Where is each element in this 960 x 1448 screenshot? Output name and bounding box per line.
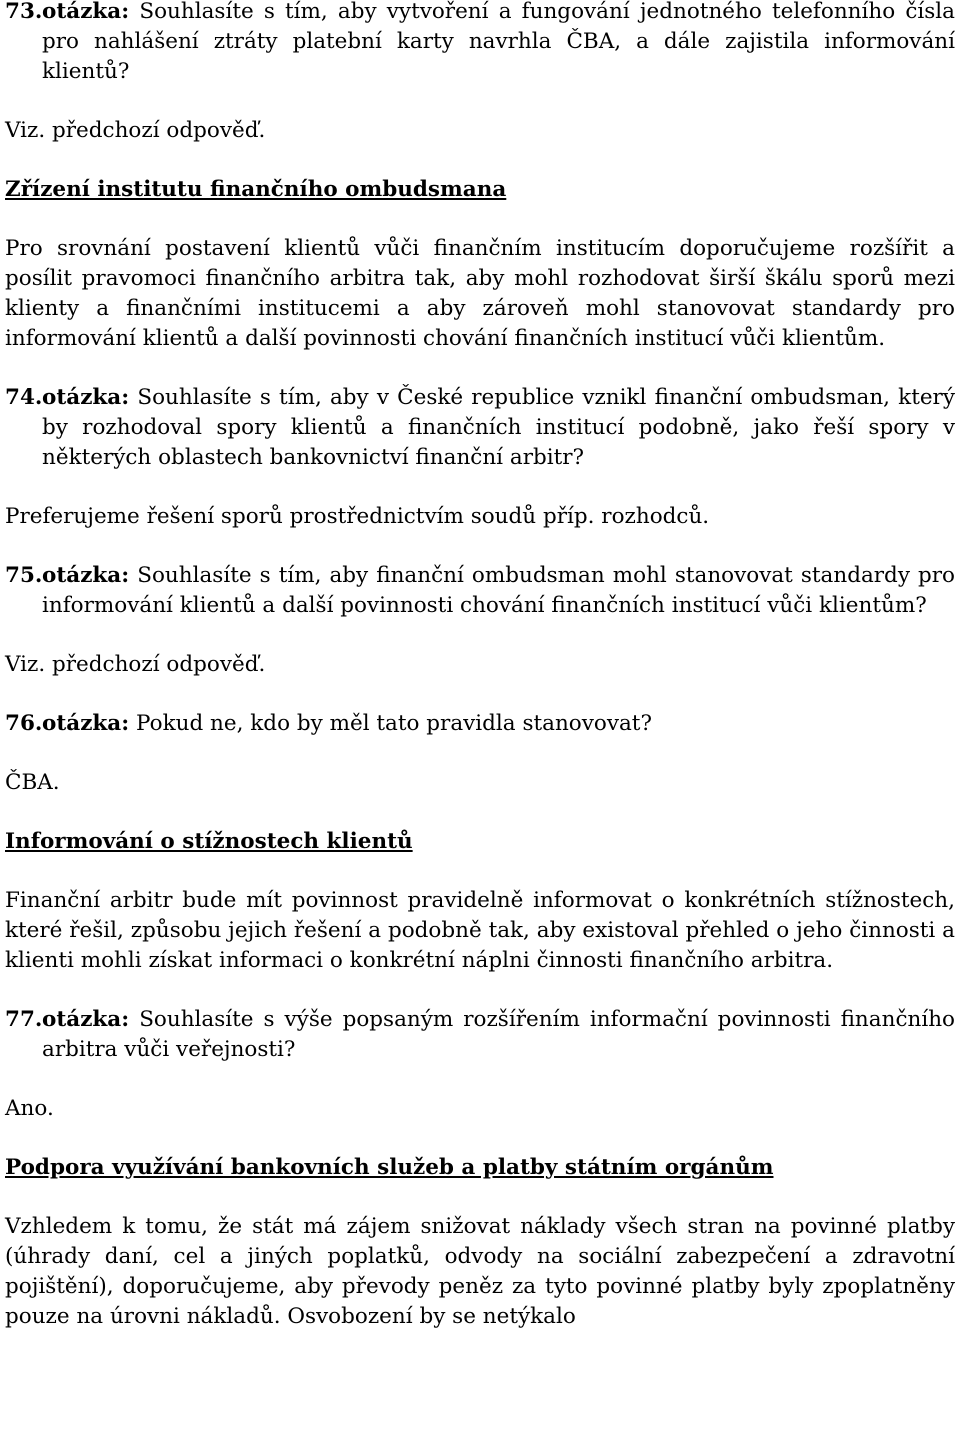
- question-number: 76.: [5, 711, 43, 736]
- question-body: [42, 383, 955, 473]
- question-label: otázka:: [42, 1007, 130, 1032]
- answer-75: Viz. předchozí odpověď.: [5, 652, 266, 677]
- question-text: Pokud ne, kdo by měl tato pravidla stanovovat?: [136, 711, 652, 736]
- question-number: 74.: [5, 385, 43, 410]
- section-heading-text: Zřízení institutu finančního ombudsmana: [5, 177, 507, 202]
- section-heading-ombudsman: [5, 175, 955, 205]
- answer-74: Preferujeme řešení sporů prostřednictvím soudů příp. rozhodců.: [5, 504, 710, 529]
- question-body: [42, 1005, 955, 1065]
- section-heading-banking-services: [5, 1153, 955, 1183]
- question-text: Souhlasíte s tím, aby vytvoření a fungování jednotného telefonního čísla pro nahlášení ztráty platební karty navrhla ČBA, a dále zajistila informování klientů?: [42, 0, 955, 84]
- question-label: otázka:: [42, 385, 130, 410]
- question-label: otázka:: [42, 0, 130, 24]
- section-paragraph-complaints: Finanční arbitr bude mít povinnost pravidelně informovat o konkrétních stížnostech, které řešil, způsobu jejich řešení a podobně tak, aby existoval přehled o jeho činnosti a klienti mohli získat informaci o konkrétní náplni činnosti finančního arbitra.: [5, 888, 955, 973]
- answer-73: Viz. předchozí odpověď.: [5, 118, 266, 143]
- section-heading-text: Informování o stížnostech klientů: [5, 829, 413, 854]
- question-number: 73.: [5, 0, 43, 24]
- question-text: Souhlasíte s výše popsaným rozšířením informační povinnosti finančního arbitra vůči veřejnosti?: [42, 1007, 955, 1062]
- question-body: [42, 709, 955, 739]
- section-paragraph-ombudsman: Pro srovnání postavení klientů vůči finančním institucím doporučujeme rozšířit a posílit pravomoci finančního arbitra tak, aby mohl rozhodovat širší škálu sporů mezi klienty a finančními institucemi a aby zároveň mohl stanovovat standardy pro informování klientů a další povinnosti chování finančních institucí vůči klientům.: [5, 236, 955, 351]
- document-page: [5, 0, 955, 1332]
- section-heading-text: Podpora využívání bankovních služeb a platby státním orgánům: [5, 1155, 774, 1180]
- answer-76: ČBA.: [5, 770, 60, 795]
- question-text: Souhlasíte s tím, aby finanční ombudsman mohl stanovovat standardy pro informování klientů a další povinnosti chování finančních institucí vůči klientům?: [42, 563, 955, 618]
- question-body: [42, 561, 955, 621]
- section-paragraph-banking-services: Vzhledem k tomu, že stát má zájem snižovat náklady všech stran na povinné platby (úhrady daní, cel a jiných poplatků, odvody na sociální zabezpečení a zdravotní pojištění), doporučujeme, aby převody peněz za tyto povinné platby byly zpoplatněny pouze na úrovni nákladů. Osvobození by se netýkalo: [5, 1214, 955, 1329]
- question-number: 75.: [5, 563, 43, 588]
- answer-77: Ano.: [5, 1096, 54, 1121]
- question-76: [5, 709, 955, 739]
- question-77: [5, 1005, 955, 1065]
- question-body: [42, 0, 955, 87]
- question-text: Souhlasíte s tím, aby v České republice vznikl finanční ombudsman, který by rozhodoval spory klientů a finančních institucí podobně, jako řeší spory v některých oblastech bankovnictví finanční arbitr?: [42, 385, 955, 470]
- question-74: [5, 383, 955, 473]
- section-heading-complaints: [5, 827, 955, 857]
- question-label: otázka:: [42, 563, 130, 588]
- question-number: 77.: [5, 1007, 43, 1032]
- question-73: [5, 0, 955, 87]
- question-75: [5, 561, 955, 621]
- question-label: otázka:: [42, 711, 130, 736]
